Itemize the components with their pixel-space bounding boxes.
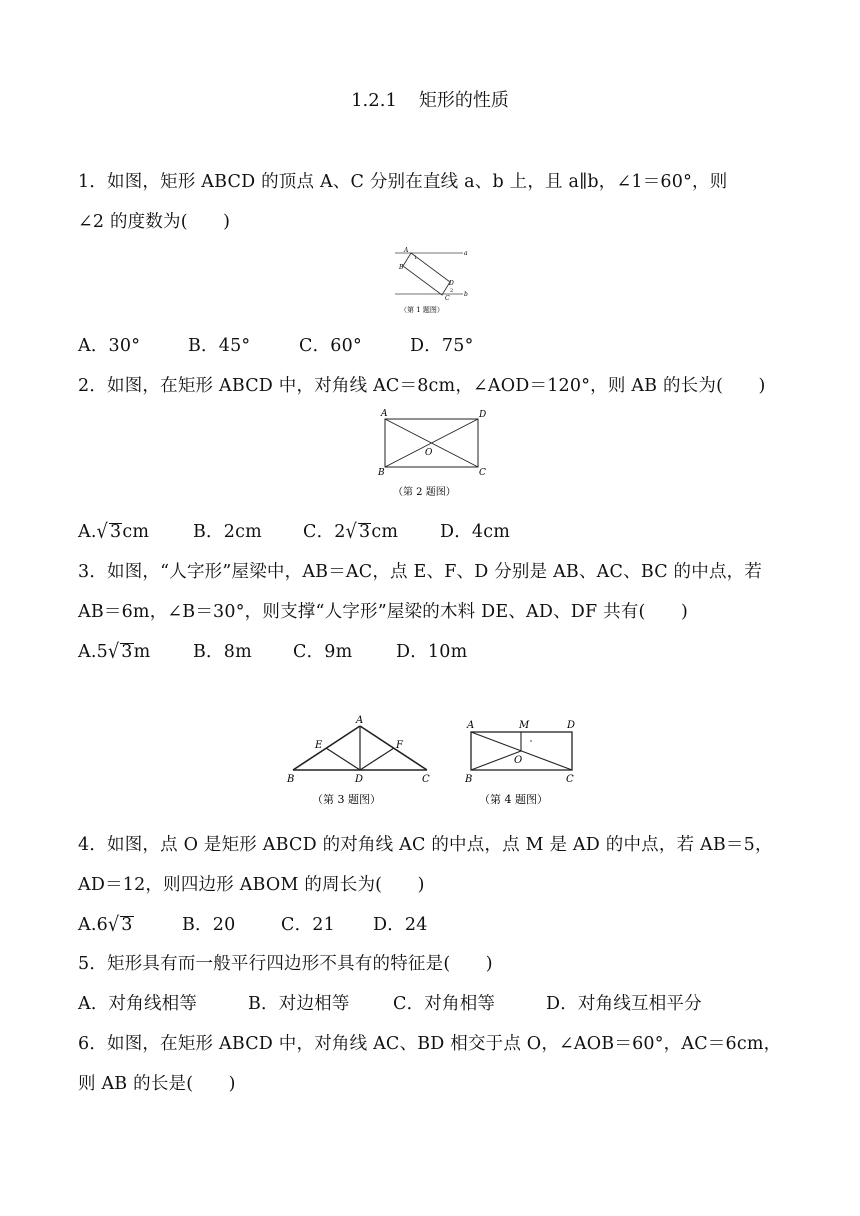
q3-option-a-unit: m — [133, 642, 151, 662]
q3-options — [78, 638, 467, 663]
q3-option-d[interactable]: D．10m — [396, 642, 468, 662]
q4-option-c[interactable]: C．21 — [281, 915, 335, 935]
section-title: 矩形的性质 — [418, 90, 509, 111]
q3-label-C: C — [422, 774, 430, 785]
section-number: 1.2.1 — [351, 90, 397, 111]
q2-option-b[interactable]: B．2cm — [193, 522, 262, 542]
q5-option-c[interactable]: C．对角相等 — [393, 994, 496, 1014]
radical-sign: √ — [107, 913, 120, 937]
q2-option-c[interactable] — [303, 518, 440, 543]
q4-line1: 4．如图，点 O 是矩形 ABCD 的对角线 AC 的中点，点 M 是 AD 的中点，若 AB＝5， — [78, 835, 773, 855]
radical-sign: √ — [96, 520, 108, 544]
figure-q2 — [375, 405, 490, 500]
q4-option-a-radicand: 3 — [121, 915, 133, 935]
q1-caption: （第 1 题图） — [400, 306, 444, 314]
q4-label-C: C — [566, 774, 574, 785]
q1-line2: ∠2 的度数为( ) — [78, 212, 231, 232]
q1-option-c[interactable]: C．60° — [299, 336, 362, 356]
q4-option-a[interactable] — [78, 915, 182, 935]
figure-q1 — [392, 244, 474, 318]
q3-line1: 3．如图，“人字形”屋梁中，AB＝AC，点 E、F、D 分别是 AB、AC、BC 的中点，若 — [78, 562, 763, 582]
q2-option-c-prefix: C．2 — [303, 522, 346, 542]
q2-caption: （第 2 题图） — [393, 487, 456, 498]
q2-label-A: A — [381, 409, 388, 419]
q3-option-a-radicand: 3 — [121, 642, 133, 662]
q2-option-a[interactable] — [78, 522, 193, 542]
q2-option-d[interactable]: D．4cm — [440, 522, 511, 542]
q4-label-A: A — [467, 720, 475, 731]
q1-label-angle1: 1 — [414, 255, 418, 261]
q5-line1: 5．矩形具有而一般平行四边形不具有的特征是( ) — [78, 954, 493, 974]
q4-caption: （第 4 题图） — [479, 793, 548, 806]
q3-option-b[interactable]: B．8m — [193, 642, 252, 662]
q3-label-F: F — [396, 740, 403, 751]
page-title — [0, 86, 860, 112]
q5-options — [78, 990, 702, 1015]
q1-line1: 1．如图，矩形 ABCD 的顶点 A、C 分别在直线 a、b 上，且 a∥b，∠1＝60°，则 — [78, 172, 728, 192]
q2-label-C: C — [479, 468, 486, 478]
radical-sign: √ — [107, 640, 120, 664]
q3-line2: AB＝6m，∠B＝30°，则支撑“人字形”屋梁的木料 DE、AD、DF 共有( ) — [78, 602, 688, 622]
q1-label-b: b — [464, 291, 468, 298]
q1-label-a: a — [464, 250, 468, 257]
q3-option-a[interactable] — [78, 642, 193, 662]
figure-q4 — [463, 712, 588, 810]
figure-q3 — [283, 712, 438, 810]
q1-option-a[interactable]: A．30° — [78, 336, 141, 356]
q2-option-a-radicand: 3 — [109, 522, 122, 542]
q2-option-a-unit: cm — [122, 522, 150, 542]
q1-label-D: D — [449, 280, 454, 287]
q2-option-c-unit: cm — [371, 522, 399, 542]
q4-label-D: D — [567, 720, 576, 731]
q3-label-E: E — [315, 740, 323, 751]
q2-label-O: O — [425, 448, 433, 458]
q2-options — [78, 518, 510, 543]
q1-label-angle2: 2 — [450, 288, 454, 294]
q2-option-a-prefix: A. — [78, 522, 97, 542]
q2-label-B: B — [378, 468, 385, 478]
q1-option-d[interactable]: D．75° — [410, 336, 474, 356]
q4-line2: AD＝12，则四边形 ABOM 的周长为( ) — [78, 875, 425, 895]
q1-label-A: A — [404, 247, 409, 254]
q6-line1: 6．如图，在矩形 ABCD 中，对角线 AC、BD 相交于点 O，∠AOB＝60°，AC＝6cm， — [78, 1034, 782, 1054]
q2-line1: 2．如图，在矩形 ABCD 中，对角线 AC＝8cm，∠AOD＝120°，则 AB 的长为( ) — [78, 376, 766, 396]
q3-caption: （第 3 题图） — [312, 793, 381, 806]
q4-option-b[interactable]: B．20 — [182, 915, 236, 935]
q2-label-D: D — [479, 410, 487, 420]
q1-options — [78, 332, 474, 357]
radical-sign: √ — [345, 520, 357, 544]
q3-label-D: D — [355, 774, 364, 785]
q1-option-b[interactable]: B．45° — [188, 336, 251, 356]
q4-option-a-prefix: A.6 — [78, 915, 108, 935]
q5-option-b[interactable]: B．对边相等 — [248, 994, 350, 1014]
q5-option-a[interactable]: A．对角线相等 — [78, 994, 198, 1014]
q2-option-c-radicand: 3 — [358, 522, 371, 542]
q1-label-B: B — [399, 264, 404, 271]
q4-label-B: B — [465, 774, 473, 785]
q3-label-A: A — [356, 715, 364, 726]
q3-label-B: B — [287, 774, 295, 785]
q1-label-C: C — [445, 295, 450, 302]
q3-option-c[interactable]: C．9m — [293, 642, 353, 662]
q4-option-d[interactable]: D．24 — [373, 915, 428, 935]
q6-line2: 则 AB 的长是( ) — [78, 1074, 236, 1094]
q4-options — [78, 911, 428, 936]
q4-label-M: M — [519, 720, 530, 731]
q3-option-a-prefix: A.5 — [78, 642, 108, 662]
q4-label-O: O — [514, 755, 523, 766]
q5-option-d[interactable]: D．对角线互相平分 — [546, 994, 702, 1014]
